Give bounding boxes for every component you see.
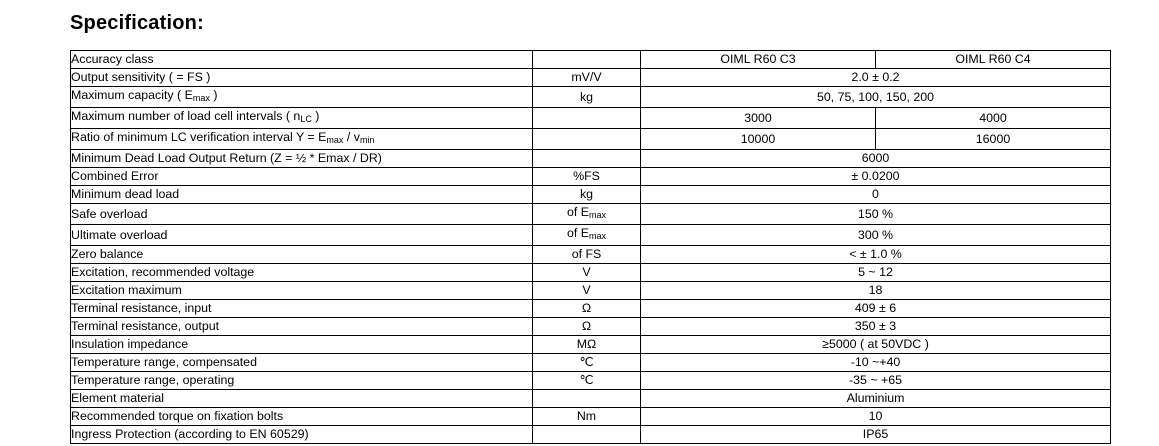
row-unit: ℃ bbox=[533, 354, 641, 372]
row-label: Accuracy class bbox=[71, 51, 533, 69]
row-unit bbox=[533, 150, 641, 168]
table-row bbox=[71, 300, 1111, 318]
row-value-combined: ≥5000 ( at 50VDC ) bbox=[641, 336, 1111, 354]
specification-table bbox=[70, 50, 1111, 444]
row-unit: kg bbox=[533, 186, 641, 204]
row-value-c4: OIML R60 C4 bbox=[876, 51, 1111, 69]
row-value-combined: -10 ~+40 bbox=[641, 354, 1111, 372]
row-unit bbox=[533, 129, 641, 150]
table-row bbox=[71, 372, 1111, 390]
table-row bbox=[71, 108, 1111, 129]
row-value-combined: 0 bbox=[641, 186, 1111, 204]
table-row bbox=[71, 186, 1111, 204]
row-label: Output sensitivity ( = FS ) bbox=[71, 69, 533, 87]
table-row bbox=[71, 264, 1111, 282]
page-title: Specification: bbox=[70, 12, 204, 34]
row-value-combined: 350 ± 3 bbox=[641, 318, 1111, 336]
row-value-combined: IP65 bbox=[641, 426, 1111, 444]
row-label: Ratio of minimum LC verification interval $Y = E_{max} / v_{min}$ bbox=[71, 129, 533, 150]
row-unit: Ω bbox=[533, 318, 641, 336]
row-value-combined: 5 ~ 12 bbox=[641, 264, 1111, 282]
row-value-combined: 10 bbox=[641, 408, 1111, 426]
table-row bbox=[71, 129, 1111, 150]
row-unit: Nm bbox=[533, 408, 641, 426]
row-label: Maximum capacity ( $E_{max}$ ) bbox=[71, 87, 533, 108]
row-value-combined: 409 ± 6 bbox=[641, 300, 1111, 318]
row-value-c4: 16000 bbox=[876, 129, 1111, 150]
row-unit: kg bbox=[533, 87, 641, 108]
row-value-combined: 2.0 ± 0.2 bbox=[641, 69, 1111, 87]
row-unit: Ω bbox=[533, 300, 641, 318]
row-label: Maximum number of load cell intervals ( $n_{LC}$ ) bbox=[71, 108, 533, 129]
table-row bbox=[71, 69, 1111, 87]
row-value-combined: 300 % bbox=[641, 225, 1111, 246]
row-unit bbox=[533, 390, 641, 408]
row-unit bbox=[533, 108, 641, 129]
row-label: Zero balance bbox=[71, 246, 533, 264]
row-unit bbox=[533, 51, 641, 69]
specification-table-body bbox=[71, 51, 1111, 444]
row-label: Excitation, recommended voltage bbox=[71, 264, 533, 282]
row-value-combined: 150 % bbox=[641, 204, 1111, 225]
table-row bbox=[71, 390, 1111, 408]
table-row bbox=[71, 246, 1111, 264]
row-label: Insulation impedance bbox=[71, 336, 533, 354]
row-unit: of FS bbox=[533, 246, 641, 264]
specification-table-wrapper bbox=[70, 50, 1110, 444]
table-row bbox=[71, 282, 1111, 300]
row-unit: ℃ bbox=[533, 372, 641, 390]
table-row bbox=[71, 168, 1111, 186]
row-label: Temperature range, operating bbox=[71, 372, 533, 390]
row-value-combined: 18 bbox=[641, 282, 1111, 300]
table-row bbox=[71, 204, 1111, 225]
table-row bbox=[71, 408, 1111, 426]
row-unit: of $E_{max}$ bbox=[533, 204, 641, 225]
row-label: Terminal resistance, input bbox=[71, 300, 533, 318]
row-label: Recommended torque on fixation bolts bbox=[71, 408, 533, 426]
row-label: Minimum dead load bbox=[71, 186, 533, 204]
table-row bbox=[71, 354, 1111, 372]
table-row bbox=[71, 318, 1111, 336]
table-row bbox=[71, 225, 1111, 246]
row-value-c3: 3000 bbox=[641, 108, 876, 129]
table-row bbox=[71, 150, 1111, 168]
row-value-combined: < ± 1.0 % bbox=[641, 246, 1111, 264]
row-label: Ultimate overload bbox=[71, 225, 533, 246]
row-unit: V bbox=[533, 282, 641, 300]
table-row bbox=[71, 336, 1111, 354]
row-value-combined: -35 ~ +65 bbox=[641, 372, 1111, 390]
row-unit: V bbox=[533, 264, 641, 282]
row-label: Terminal resistance, output bbox=[71, 318, 533, 336]
table-row bbox=[71, 51, 1111, 69]
row-unit: of $E_{max}$ bbox=[533, 225, 641, 246]
row-value-combined: 50, 75, 100, 150, 200 bbox=[641, 87, 1111, 108]
row-value-combined: Aluminium bbox=[641, 390, 1111, 408]
row-value-combined: ± 0.0200 bbox=[641, 168, 1111, 186]
row-label: Ingress Protection (according to EN 60529) bbox=[71, 426, 533, 444]
row-unit: mV/V bbox=[533, 69, 641, 87]
row-label: Minimum Dead Load Output Return (Z = ½ * Emax / DR) bbox=[71, 150, 533, 168]
table-row bbox=[71, 87, 1111, 108]
row-label: Excitation maximum bbox=[71, 282, 533, 300]
row-label: Combined Error bbox=[71, 168, 533, 186]
row-value-c3: OIML R60 C3 bbox=[641, 51, 876, 69]
row-value-combined: 6000 bbox=[641, 150, 1111, 168]
row-label: Temperature range, compensated bbox=[71, 354, 533, 372]
row-value-c3: 10000 bbox=[641, 129, 876, 150]
table-row bbox=[71, 426, 1111, 444]
row-label: Safe overload bbox=[71, 204, 533, 225]
row-unit: %FS bbox=[533, 168, 641, 186]
row-label: Element material bbox=[71, 390, 533, 408]
row-value-c4: 4000 bbox=[876, 108, 1111, 129]
row-unit: MΩ bbox=[533, 336, 641, 354]
row-unit bbox=[533, 426, 641, 444]
